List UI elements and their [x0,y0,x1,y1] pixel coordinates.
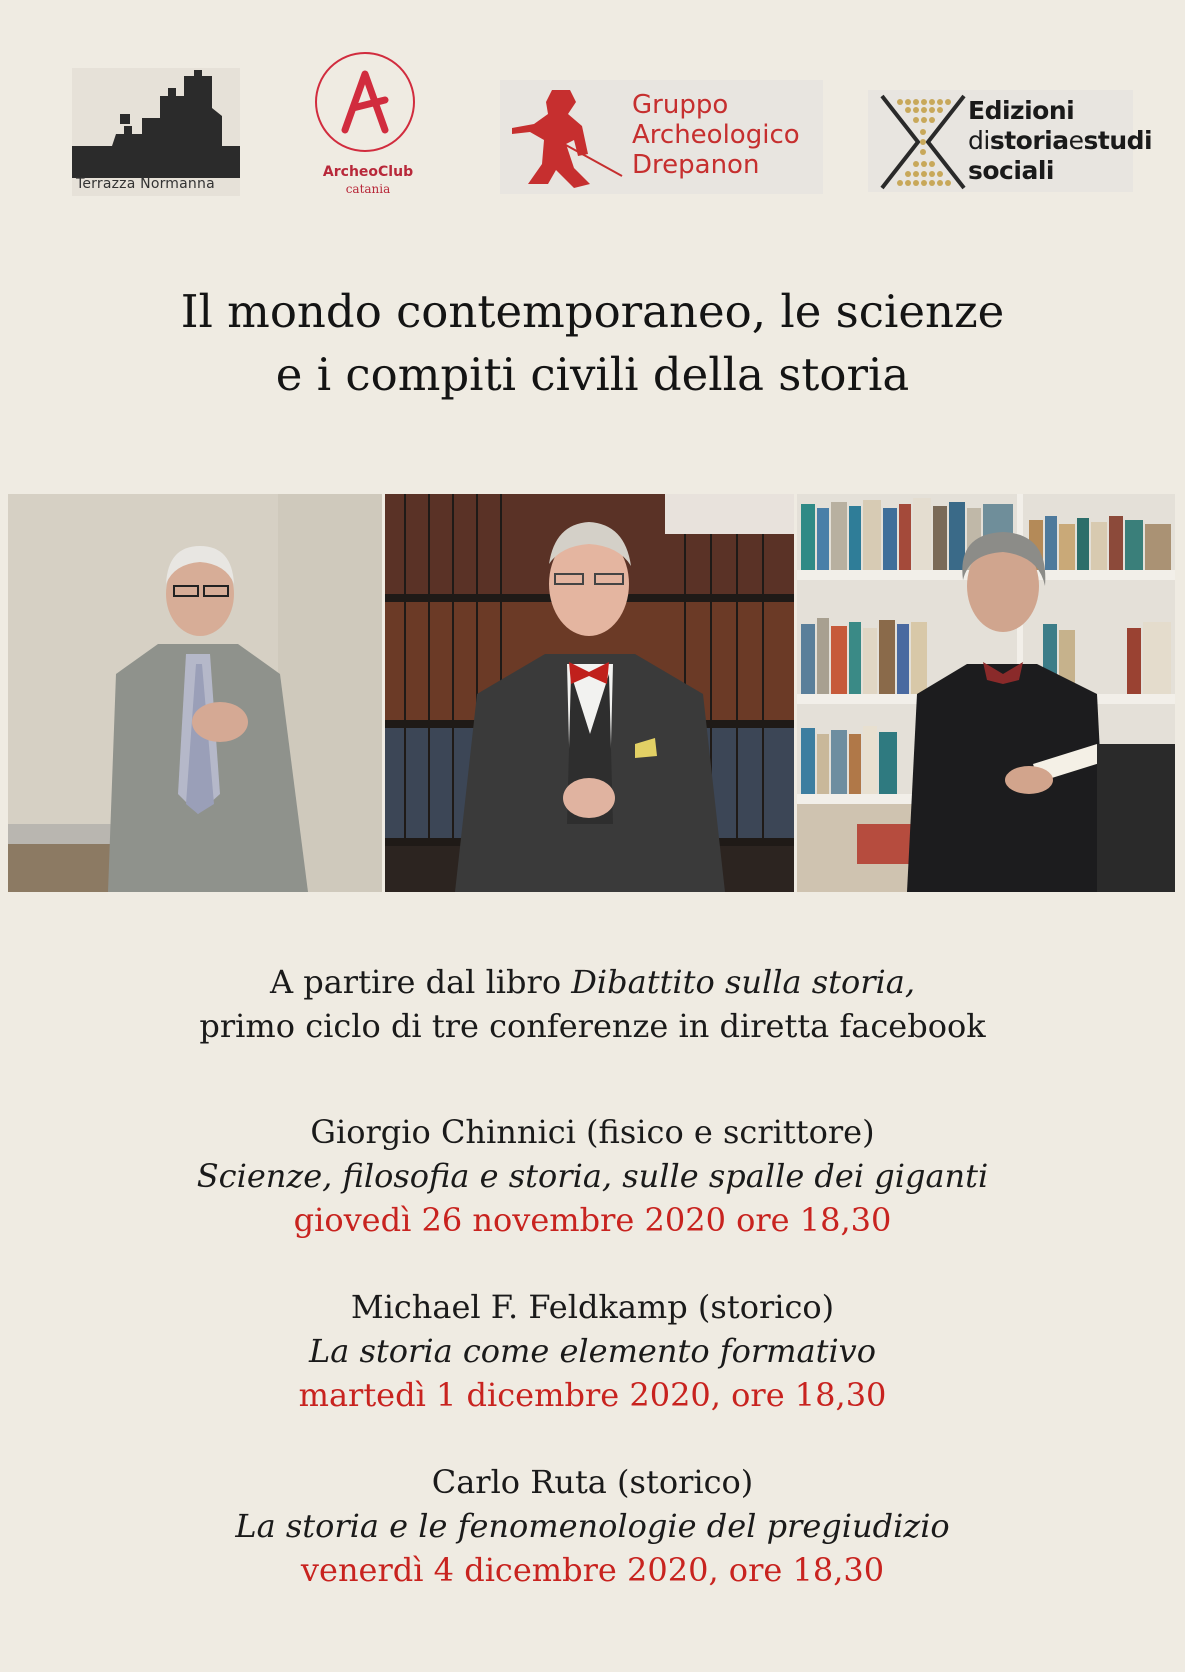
edizioni-line2-b: storia [989,126,1069,155]
speaker-photo-feldkamp [385,494,794,892]
intro-book-title: Dibattito sulla storia, [571,963,916,1001]
speaker-photo-chinnici [8,494,382,892]
archeoclub-logo [310,52,430,202]
speaker-photo-ruta [797,494,1175,892]
edizioni-line1: Edizioni [968,96,1075,125]
edizioni-line2-a: di [968,126,990,155]
talk-topic: La storia come elemento formativo [308,1332,877,1370]
talk-date: venerdì 4 dicembre 2020, ore 18,30 [300,1551,885,1589]
edizioni-line2-d: studi [1083,126,1153,155]
gruppo-line3: Drepanon [632,150,760,180]
intro-prefix: A partire dal libro [269,963,572,1001]
talk-item [0,1285,1185,1417]
edizioni-storia-logo [868,90,1153,192]
hourglass-x-icon [878,94,968,190]
edizioni-line2-c: e [1068,126,1084,155]
page-title [0,280,1185,406]
intro-line-2: primo ciclo di tre conferenze in diretta facebook [199,1007,986,1045]
gruppo-archeologico-logo [500,80,823,194]
talk-item [0,1110,1185,1242]
terrazza-normanna-logo [72,68,240,196]
archeoclub-city: catania [345,182,391,196]
castle-silhouette-icon [72,68,240,178]
edizioni-line3: sociali [968,156,1054,185]
talk-item [0,1460,1185,1592]
title-line-2: e i compiti civili della storia [275,348,910,401]
intro-text [0,960,1185,1048]
warrior-figure-icon [504,84,624,190]
talk-topic: Scienze, filosofia e storia, sulle spalle dei giganti [196,1157,989,1195]
gruppo-line1: Gruppo [632,90,729,120]
gruppo-line2: Archeologico [632,120,800,150]
talk-date: martedì 1 dicembre 2020, ore 18,30 [298,1376,887,1414]
archeoclub-name: ArcheoClub [322,164,414,180]
talk-topic: La storia e le fenomenologie del pregiudizio [235,1507,950,1545]
talk-speaker: Giorgio Chinnici (fisico e scrittore) [310,1113,875,1151]
talk-speaker: Carlo Ruta (storico) [431,1463,754,1501]
talk-date: giovedì 26 novembre 2020 ore 18,30 [293,1201,892,1239]
terrazza-logo-label: Terrazza Normanna [76,176,215,192]
archeoclub-a-icon [315,52,415,152]
title-line-1: Il mondo contemporaneo, le scienze [180,285,1005,338]
talk-speaker: Michael F. Feldkamp (storico) [350,1288,835,1326]
